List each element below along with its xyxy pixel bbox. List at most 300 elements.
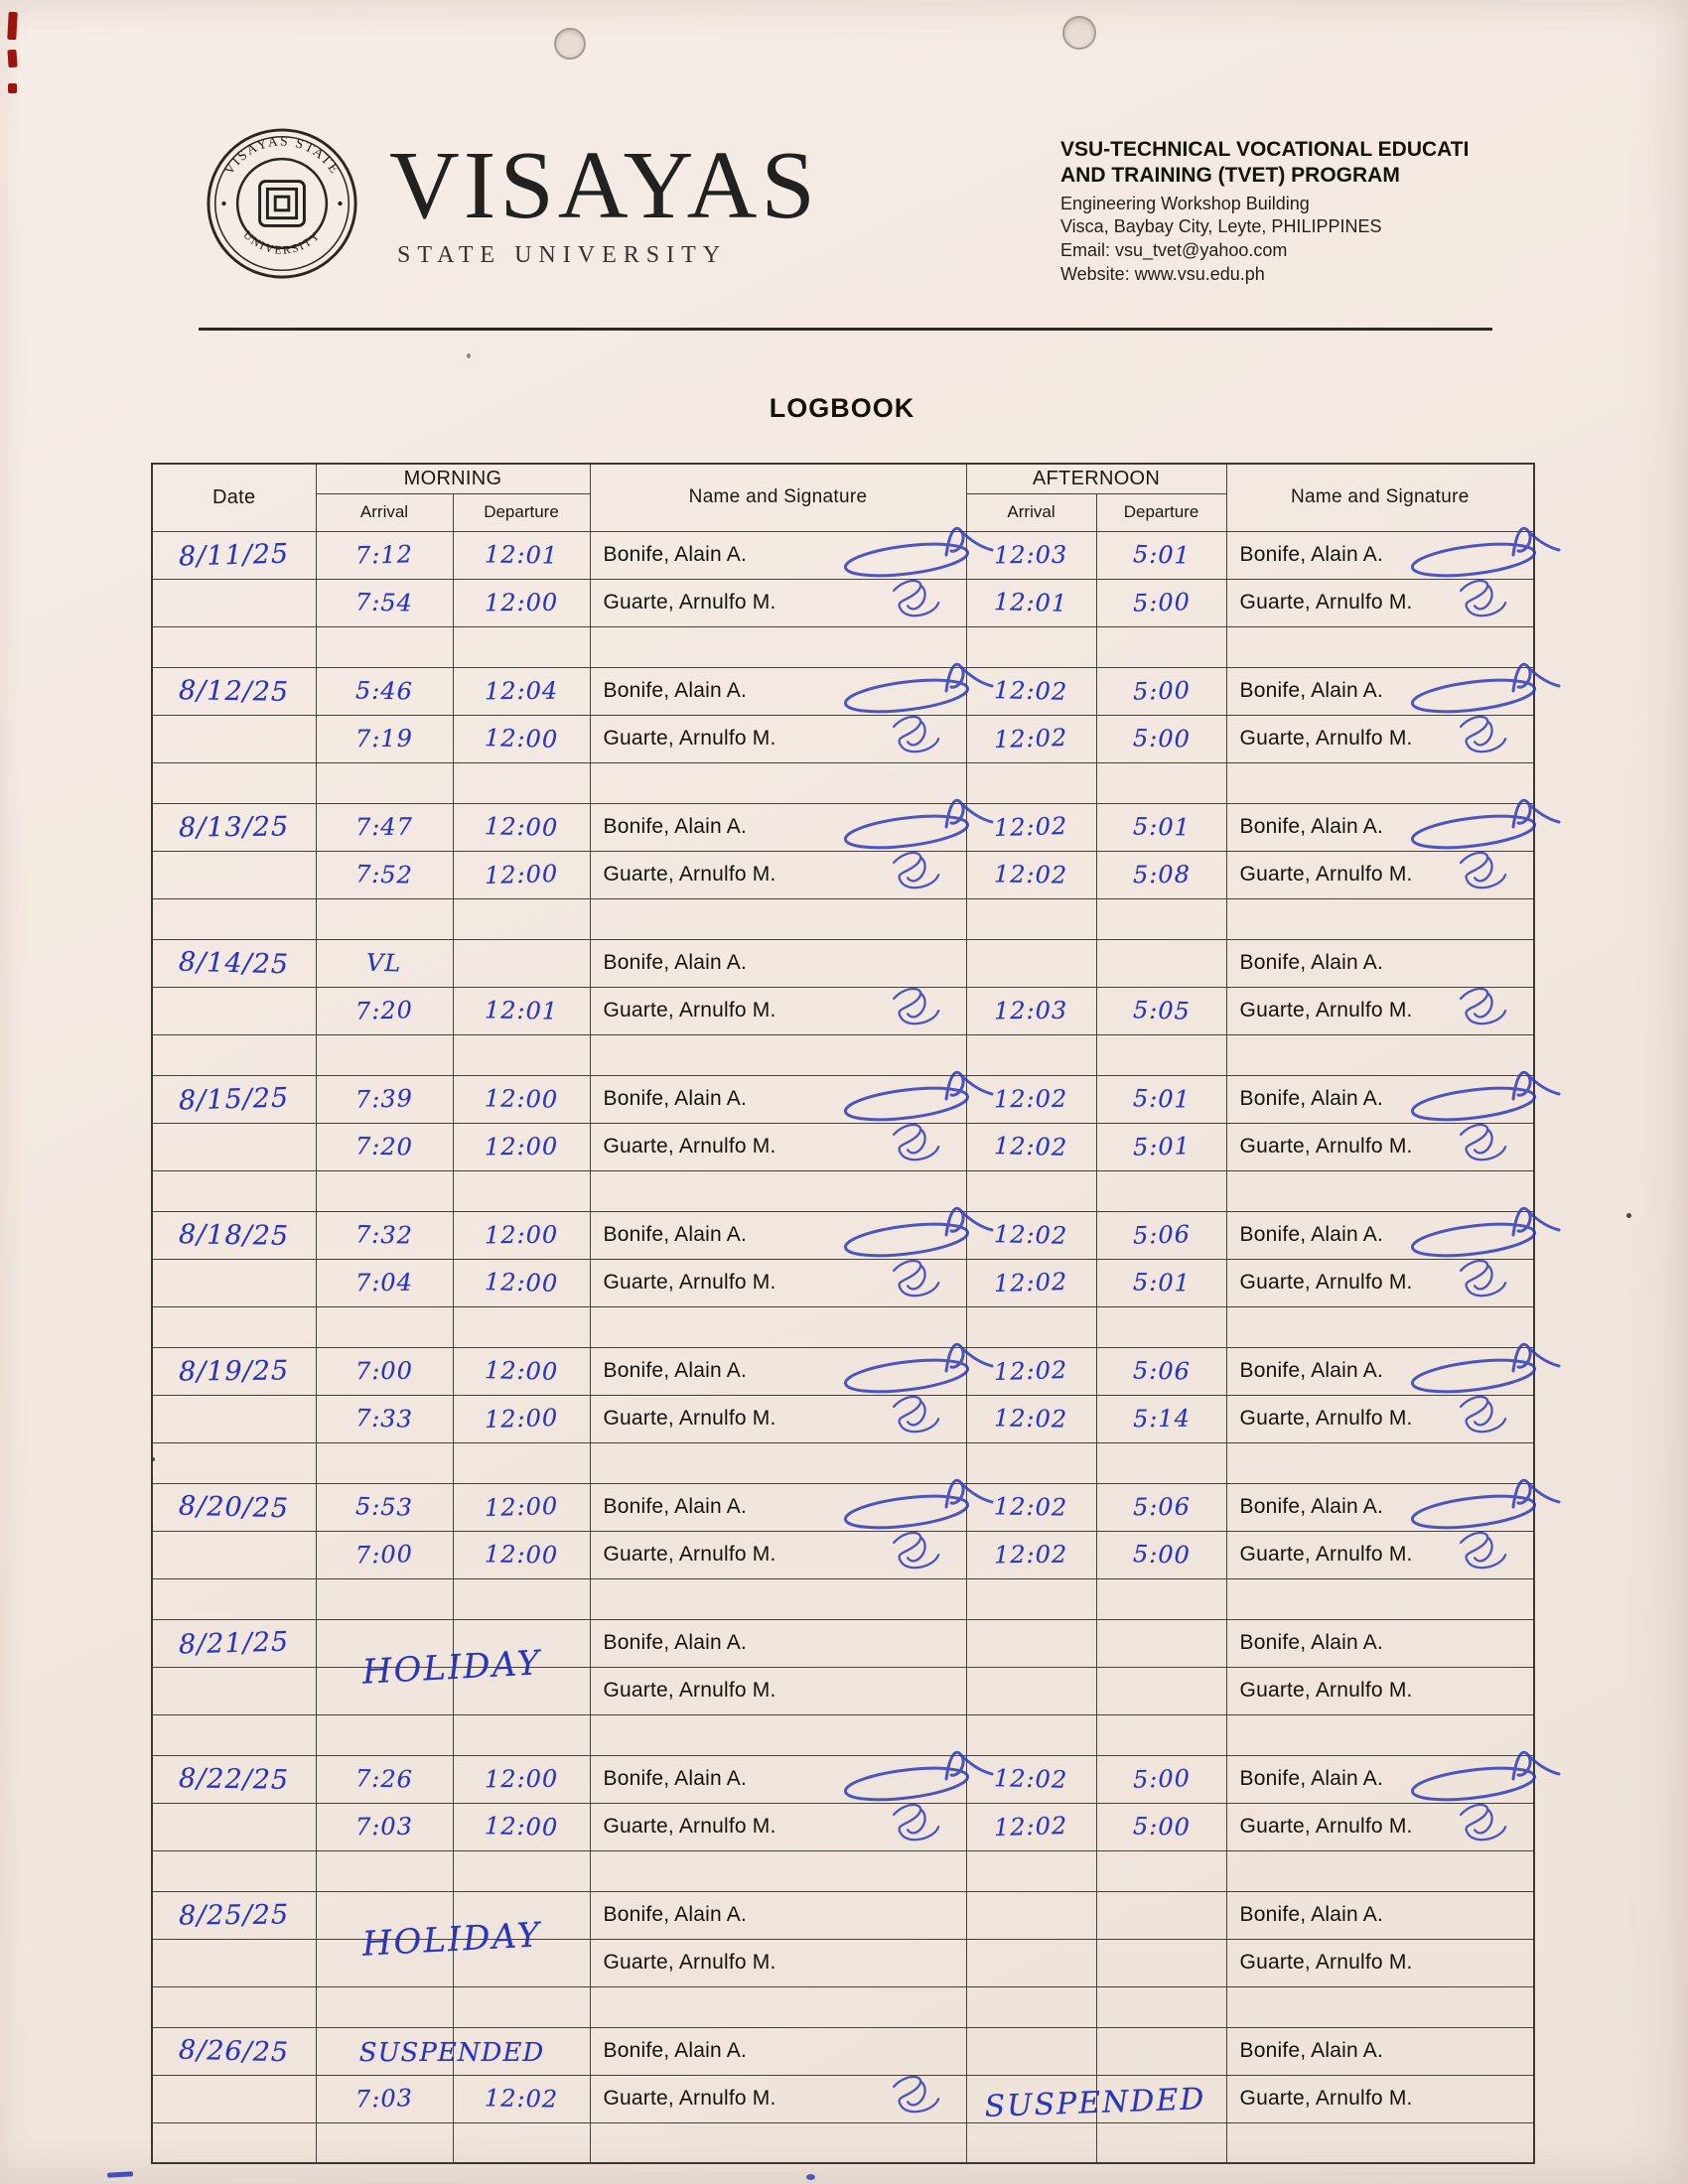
spacer-cell: [1096, 1850, 1226, 1891]
spacer-cell: [1096, 1986, 1226, 2027]
spacer-cell: [453, 1034, 590, 1075]
handwritten-time: 5:53: [354, 1492, 414, 1522]
spacer-row: [152, 1578, 1534, 1619]
spacer-cell: [316, 1986, 453, 2027]
name-signature-cell: [590, 1531, 966, 1578]
handwritten-time: 12:00: [484, 1268, 559, 1297]
afternoon-departure-cell: [1096, 1347, 1226, 1395]
logbook-row: [152, 851, 1534, 898]
signature-scribble-guarte: [1424, 1118, 1547, 1177]
handwritten-time: 5:05: [1132, 996, 1191, 1025]
printed-name: Bonife, Alain A.: [1239, 2039, 1383, 2062]
name-signature-cell: [1226, 1211, 1534, 1259]
handwritten-time: 5:00: [1132, 724, 1191, 753]
handwritten-time: 12:02: [484, 2084, 559, 2114]
afternoon-departure-cell: [1096, 579, 1226, 626]
logbook-row: [152, 1755, 1534, 1803]
handwritten-time: 12:00: [484, 724, 559, 753]
handwritten-time: 12:00: [484, 1356, 559, 1386]
handwritten-time: 12:02: [994, 1764, 1068, 1794]
afternoon-arrival-cell: [966, 803, 1096, 851]
spacer-cell: [316, 626, 453, 667]
column-header-name-signature: Name and Signature: [1226, 464, 1534, 531]
date-cell: [152, 1347, 316, 1395]
date-cell: [152, 1939, 316, 1986]
handwritten-time: 7:00: [354, 1540, 414, 1570]
afternoon-arrival-cell: [966, 939, 1096, 987]
morning-departure-cell: [453, 1531, 590, 1578]
afternoon-departure-cell: [1096, 1123, 1226, 1170]
printed-name: Bonife, Alain A.: [603, 1767, 747, 1790]
morning-arrival-cell: [316, 1939, 453, 1986]
printed-name: Bonife, Alain A.: [1239, 1631, 1383, 1654]
afternoon-arrival-cell: [966, 1803, 1096, 1850]
spacer-cell: [590, 1170, 966, 1211]
handwritten-date: 8/19/25: [179, 1355, 290, 1387]
logbook-row: [152, 1803, 1534, 1850]
spacer-cell: [590, 1034, 966, 1075]
morning-departure-cell: [453, 1891, 590, 1939]
date-cell: [152, 1483, 316, 1531]
spacer-cell: [590, 626, 966, 667]
handwritten-time: 12:00: [484, 1132, 559, 1161]
afternoon-departure-cell: [1096, 851, 1226, 898]
name-signature-cell: [590, 1803, 966, 1850]
name-signature-cell: [590, 1939, 966, 1986]
date-cell: [152, 1891, 316, 1939]
morning-arrival-cell: [316, 579, 453, 626]
handwritten-time: 5:08: [1132, 860, 1191, 889]
printed-name: Guarte, Arnulfo M.: [1239, 1271, 1413, 1294]
spacer-cell: [966, 626, 1096, 667]
spacer-cell: [152, 1578, 316, 1619]
logbook-row: [152, 1123, 1534, 1170]
printed-name: Bonife, Alain A.: [603, 679, 747, 702]
printed-name: Bonife, Alain A.: [603, 951, 747, 974]
svg-text:UNIVERSITY: [240, 228, 323, 257]
handwritten-date: 8/11/25: [178, 537, 290, 573]
program-building: Engineering Workshop Building: [1060, 193, 1310, 213]
spacer-row: [152, 762, 1534, 803]
handwritten-time: 7:04: [354, 1268, 414, 1297]
printed-name: Bonife, Alain A.: [603, 1495, 747, 1518]
printed-name: Guarte, Arnulfo M.: [603, 999, 776, 1022]
afternoon-arrival-cell: [966, 2027, 1096, 2075]
morning-arrival-cell: [316, 2075, 453, 2122]
handwritten-time: 5:00: [1132, 1540, 1191, 1570]
spacer-row: [152, 1442, 1534, 1483]
afternoon-departure-cell: [1096, 1395, 1226, 1442]
handwritten-time: 5:01: [1132, 540, 1191, 570]
afternoon-departure-cell: [1096, 1211, 1226, 1259]
name-signature-cell: [590, 1755, 966, 1803]
logbook-row: [152, 987, 1534, 1034]
spacer-cell: [316, 1442, 453, 1483]
name-signature-cell: [1226, 1755, 1534, 1803]
afternoon-arrival-cell: [966, 1075, 1096, 1123]
signature-scribble-guarte: [857, 1254, 980, 1313]
afternoon-departure-cell: [1096, 1755, 1226, 1803]
spacer-cell: [966, 1442, 1096, 1483]
afternoon-arrival-cell: [966, 851, 1096, 898]
spacer-cell: [966, 1986, 1096, 2027]
handwritten-time: 7:26: [354, 1764, 414, 1794]
morning-departure-cell: [453, 1667, 590, 1714]
signature-scribble-guarte: [1424, 1390, 1547, 1449]
handwritten-date: 8/18/25: [178, 1218, 290, 1252]
handwritten-time: 12:00: [484, 1084, 559, 1114]
name-signature-cell: [1226, 851, 1534, 898]
name-signature-cell: [590, 715, 966, 762]
afternoon-departure-cell: [1096, 531, 1226, 579]
spacer-cell: [316, 2122, 453, 2163]
morning-departure-cell: [453, 1347, 590, 1395]
morning-departure-cell: [453, 1123, 590, 1170]
afternoon-arrival-cell: [966, 1755, 1096, 1803]
name-signature-cell: [1226, 1259, 1534, 1306]
name-signature-cell: [1226, 803, 1534, 851]
column-header-morning: MORNING: [316, 464, 590, 493]
handwritten-time: 7:33: [354, 1404, 414, 1433]
printed-name: Bonife, Alain A.: [1239, 1903, 1383, 1926]
printed-name: Guarte, Arnulfo M.: [1239, 863, 1413, 886]
name-signature-cell: [1226, 1395, 1534, 1442]
spacer-cell: [1226, 626, 1534, 667]
column-header-afternoon: AFTERNOON: [966, 464, 1226, 493]
morning-arrival-cell: [316, 851, 453, 898]
printed-name: Guarte, Arnulfo M.: [603, 727, 776, 750]
date-cell: [152, 2075, 316, 2122]
afternoon-departure-cell: [1096, 803, 1226, 851]
morning-arrival-cell: [316, 1259, 453, 1306]
spacer-cell: [316, 1850, 453, 1891]
morning-arrival-cell: [316, 1891, 453, 1939]
signature-scribble-guarte: [857, 2070, 980, 2129]
handwritten-note: HOLIDAY: [360, 1643, 543, 1693]
logbook-row: [152, 1531, 1534, 1578]
printed-name: Guarte, Arnulfo M.: [1239, 2087, 1413, 2110]
logbook-row: [152, 667, 1534, 715]
afternoon-departure-cell: [1096, 715, 1226, 762]
handwritten-time: 12:02: [994, 1404, 1068, 1433]
printed-name: Guarte, Arnulfo M.: [1239, 1407, 1413, 1430]
spacer-cell: [316, 1034, 453, 1075]
handwritten-time: 12:03: [994, 540, 1068, 570]
afternoon-arrival-cell: [966, 1619, 1096, 1667]
program-website: Website: www.vsu.edu.ph: [1060, 263, 1265, 284]
handwritten-time: 12:02: [994, 1267, 1068, 1298]
logbook-row: [152, 715, 1534, 762]
name-signature-cell: [590, 1347, 966, 1395]
name-signature-cell: [1226, 1123, 1534, 1170]
spacer-row: [152, 1714, 1534, 1755]
handwritten-time: 7:20: [354, 1132, 414, 1161]
date-cell: [152, 579, 316, 626]
handwritten-time: 12:01: [484, 996, 559, 1025]
spacer-cell: [1226, 1850, 1534, 1891]
printed-name: Guarte, Arnulfo M.: [603, 2087, 776, 2110]
logbook-row: [152, 1891, 1534, 1939]
name-signature-cell: [1226, 1347, 1534, 1395]
handwritten-time: 12:02: [994, 1220, 1068, 1250]
printed-name: Guarte, Arnulfo M.: [1239, 1679, 1413, 1702]
name-signature-cell: [1226, 1483, 1534, 1531]
handwritten-time: 5:46: [354, 676, 414, 706]
afternoon-arrival-cell: [966, 1395, 1096, 1442]
morning-departure-cell: [453, 579, 590, 626]
signature-scribble-guarte: [1424, 1526, 1547, 1585]
program-address: Visca, Baybay City, Leyte, PHILIPPINES: [1060, 216, 1382, 237]
morning-arrival-cell: [316, 715, 453, 762]
afternoon-arrival-cell: [966, 715, 1096, 762]
handwritten-date: 8/20/25: [178, 1490, 290, 1524]
logbook-row: [152, 803, 1534, 851]
handwritten-time: 12:01: [994, 588, 1068, 617]
scan-speck: [1626, 1213, 1631, 1218]
morning-departure-cell: [453, 1755, 590, 1803]
spacer-cell: [966, 1306, 1096, 1347]
printed-name: Guarte, Arnulfo M.: [603, 591, 776, 614]
handwritten-date: 8/14/25: [178, 946, 290, 980]
date-cell: [152, 1123, 316, 1170]
handwritten-time: 7:00: [354, 1356, 414, 1386]
university-seal-logo: [205, 126, 359, 281]
spacer-cell: [590, 1442, 966, 1483]
signature-scribble-guarte: [857, 1798, 980, 1857]
handwritten-time: 5:06: [1132, 1356, 1191, 1386]
spacer-cell: [316, 762, 453, 803]
date-cell: [152, 1395, 316, 1442]
spacer-cell: [966, 1714, 1096, 1755]
afternoon-arrival-cell: [966, 1211, 1096, 1259]
handwritten-time: 5:00: [1132, 588, 1191, 617]
morning-departure-cell: [453, 1395, 590, 1442]
punch-hole: [554, 28, 586, 60]
logbook-row: [152, 1619, 1534, 1667]
spacer-cell: [1226, 1578, 1534, 1619]
signature-scribble-guarte: [1424, 1798, 1547, 1857]
spacer-cell: [453, 1578, 590, 1619]
afternoon-departure-cell: [1096, 1075, 1226, 1123]
printed-name: Bonife, Alain A.: [603, 2039, 747, 2062]
printed-name: Guarte, Arnulfo M.: [603, 1271, 776, 1294]
name-signature-cell: [590, 667, 966, 715]
spacer-cell: [1226, 762, 1534, 803]
spacer-cell: [453, 1986, 590, 2027]
afternoon-arrival-cell: [966, 2075, 1096, 2122]
afternoon-departure-cell: [1096, 1803, 1226, 1850]
afternoon-departure-cell: [1096, 2027, 1226, 2075]
printed-name: Bonife, Alain A.: [1239, 951, 1383, 974]
column-header-arrival: Arrival: [316, 493, 453, 531]
name-signature-cell: [590, 1891, 966, 1939]
handwritten-time: VL: [366, 948, 402, 978]
handwritten-time: 12:00: [484, 859, 559, 890]
name-signature-cell: [1226, 531, 1534, 579]
afternoon-departure-cell: [1096, 667, 1226, 715]
spacer-cell: [152, 626, 316, 667]
spacer-cell: [1096, 1170, 1226, 1211]
date-cell: [152, 1531, 316, 1578]
handwritten-time: 12:03: [994, 996, 1068, 1025]
signature-scribble-guarte: [857, 1526, 980, 1585]
handwritten-note: SUSPENDED: [984, 2082, 1206, 2124]
morning-arrival-cell: [316, 667, 453, 715]
university-wordmark: VISAYAS: [389, 132, 819, 239]
handwritten-date: 8/21/25: [178, 1625, 290, 1661]
name-signature-cell: [590, 1619, 966, 1667]
printed-name: Guarte, Arnulfo M.: [603, 863, 776, 886]
spacer-row: [152, 1034, 1534, 1075]
spacer-cell: [453, 1442, 590, 1483]
handwritten-time: 5:00: [1132, 676, 1191, 706]
spacer-row: [152, 1306, 1534, 1347]
svg-text:VISAYAS STATE: [221, 133, 344, 177]
scan-edge-mark: [7, 12, 17, 40]
spacer-row: [152, 2122, 1534, 2163]
spacer-cell: [152, 898, 316, 939]
name-signature-cell: [590, 1395, 966, 1442]
handwritten-time: 12:01: [484, 540, 559, 570]
printed-name: Bonife, Alain A.: [603, 1359, 747, 1382]
spacer-cell: [966, 1578, 1096, 1619]
spacer-cell: [590, 898, 966, 939]
spacer-cell: [1096, 1442, 1226, 1483]
column-header-departure: Departure: [453, 493, 590, 531]
logbook-row: [152, 2075, 1534, 2122]
printed-name: Bonife, Alain A.: [603, 1087, 747, 1110]
printed-name: Bonife, Alain A.: [603, 543, 747, 566]
logbook-row: [152, 1347, 1534, 1395]
printed-name: Bonife, Alain A.: [1239, 1359, 1383, 1382]
name-signature-cell: [590, 987, 966, 1034]
handwritten-time: 12:00: [484, 1403, 559, 1434]
spacer-cell: [590, 1714, 966, 1755]
column-header-arrival: Arrival: [966, 493, 1096, 531]
spacer-cell: [1096, 626, 1226, 667]
name-signature-cell: [590, 1259, 966, 1306]
handwritten-time: 12:00: [484, 1220, 559, 1250]
spacer-cell: [1096, 1306, 1226, 1347]
afternoon-arrival-cell: [966, 1667, 1096, 1714]
spacer-cell: [316, 1170, 453, 1211]
program-info-block: [1060, 137, 1497, 287]
spacer-cell: [152, 1714, 316, 1755]
name-signature-cell: [1226, 715, 1534, 762]
handwritten-time: 12:02: [994, 1084, 1068, 1114]
spacer-cell: [590, 1306, 966, 1347]
morning-departure-cell: [453, 1483, 590, 1531]
signature-scribble-guarte: [857, 1118, 980, 1177]
printed-name: Guarte, Arnulfo M.: [1239, 1815, 1413, 1838]
handwritten-time: 7:19: [354, 724, 414, 753]
scan-speck: [467, 353, 471, 358]
afternoon-arrival-cell: [966, 1123, 1096, 1170]
handwritten-time: 12:02: [994, 1492, 1068, 1522]
handwritten-time: 12:02: [994, 1355, 1068, 1387]
morning-arrival-cell: [316, 1395, 453, 1442]
program-title-line1: VSU-TECHNICAL VOCATIONAL EDUCATI: [1060, 138, 1470, 161]
printed-name: Bonife, Alain A.: [1239, 543, 1383, 566]
morning-arrival-cell: [316, 2027, 453, 2075]
handwritten-time: 5:01: [1132, 1084, 1191, 1114]
spacer-cell: [453, 898, 590, 939]
handwritten-time: 7:32: [354, 1220, 414, 1250]
afternoon-arrival-cell: [966, 1891, 1096, 1939]
afternoon-arrival-cell: [966, 1483, 1096, 1531]
afternoon-departure-cell: [1096, 1891, 1226, 1939]
spacer-cell: [966, 898, 1096, 939]
printed-name: Guarte, Arnulfo M.: [603, 1679, 776, 1702]
handwritten-time: 7:52: [354, 860, 414, 889]
spacer-cell: [590, 1578, 966, 1619]
spacer-cell: [590, 1986, 966, 2027]
handwritten-time: 12:00: [484, 1812, 559, 1842]
spacer-cell: [966, 762, 1096, 803]
logbook-row: [152, 579, 1534, 626]
spacer-cell: [1226, 1986, 1534, 2027]
name-signature-cell: [590, 2075, 966, 2122]
spacer-cell: [966, 1170, 1096, 1211]
handwritten-time: 12:00: [484, 812, 559, 842]
spacer-cell: [152, 1306, 316, 1347]
spacer-cell: [1226, 1306, 1534, 1347]
morning-departure-cell: [453, 715, 590, 762]
signature-scribble-guarte: [857, 574, 980, 633]
date-cell: [152, 1211, 316, 1259]
afternoon-departure-cell: [1096, 1483, 1226, 1531]
date-cell: [152, 667, 316, 715]
logbook-row: [152, 1395, 1534, 1442]
afternoon-departure-cell: [1096, 939, 1226, 987]
spacer-cell: [1226, 2122, 1534, 2163]
scan-edge-mark: [8, 83, 17, 93]
printed-name: Bonife, Alain A.: [1239, 1767, 1383, 1790]
handwritten-time: 5:00: [1132, 1812, 1191, 1842]
morning-departure-cell: [453, 987, 590, 1034]
handwritten-time: 5:14: [1132, 1404, 1191, 1433]
handwritten-time: 5:06: [1132, 1220, 1191, 1250]
afternoon-departure-cell: [1096, 2075, 1226, 2122]
morning-departure-cell: [453, 531, 590, 579]
name-signature-cell: [1226, 1891, 1534, 1939]
morning-arrival-cell: [316, 1123, 453, 1170]
university-wordmark-subtitle: STATE UNIVERSITY: [397, 242, 728, 268]
morning-arrival-cell: [316, 1619, 453, 1667]
morning-departure-cell: [453, 1619, 590, 1667]
handwritten-time: 12:02: [994, 860, 1068, 889]
spacer-cell: [1096, 1714, 1226, 1755]
morning-departure-cell: [453, 939, 590, 987]
morning-departure-cell: [453, 1939, 590, 1986]
printed-name: Bonife, Alain A.: [603, 1903, 747, 1926]
spacer-row: [152, 898, 1534, 939]
morning-departure-cell: [453, 2027, 590, 2075]
spacer-cell: [1096, 762, 1226, 803]
spacer-cell: [1096, 898, 1226, 939]
date-cell: [152, 803, 316, 851]
handwritten-note: SUSPENDED: [358, 2038, 545, 2068]
morning-departure-cell: [453, 1259, 590, 1306]
morning-departure-cell: [453, 1803, 590, 1850]
program-title-line2: AND TRAINING (TVET) PROGRAM: [1060, 164, 1400, 188]
afternoon-arrival-cell: [966, 1259, 1096, 1306]
spacer-cell: [316, 1578, 453, 1619]
spacer-cell: [1226, 1034, 1534, 1075]
handwritten-time: 7:39: [354, 1084, 414, 1114]
morning-departure-cell: [453, 1075, 590, 1123]
spacer-cell: [966, 2122, 1096, 2163]
